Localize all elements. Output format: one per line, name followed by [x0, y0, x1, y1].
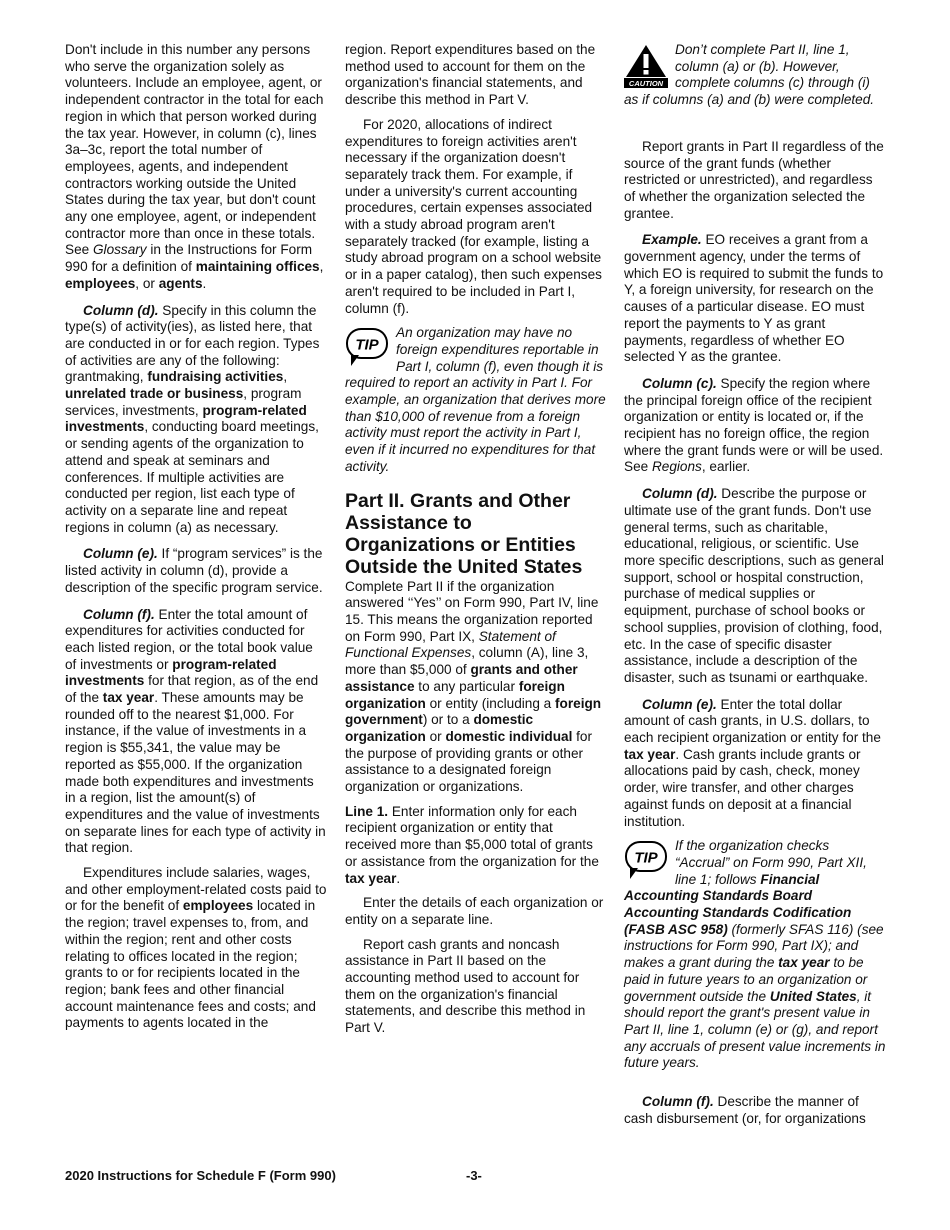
svg-text:CAUTION: CAUTION [628, 79, 664, 88]
svg-text:TIP: TIP [355, 336, 379, 354]
paragraph-cash-grants: Report cash grants and noncash assistance in Part II based on the accounting method used to account for them on the organization's financial statements, and describe this method in Part V. [345, 936, 586, 1036]
paragraph-column-f-grants: Column (f). Describe the manner of cash disbursement (or, for organizations [624, 1094, 866, 1126]
column-3 [624, 42, 886, 1135]
paragraph-region-report: region. Report expenditures based on the method used to account for them on the organization's financial statements, and describe this method in Part V. [345, 42, 596, 108]
caution-note: CAUTION Don’t complete Part II, line 1, column (a) or (b). However, complete columns (c) through (i) as if columns (a) and (b) were completed. [624, 42, 875, 108]
tip-icon [624, 840, 668, 880]
page-number: -3- [466, 1168, 482, 1183]
paragraph-details: Enter the details of each organization or entity on a separate line. [345, 895, 604, 927]
paragraph-example: Example. EO receives a grant from a government agency, under the terms of which EO is required to submit the funds to Y, a foreign university, for research on the causes of a particular disease. EO must report the payments to Y as grant payments, regardless of whether EO selected Y as the grantee. [624, 232, 884, 365]
section-heading-part-ii: Part II. Grants and Other Assistance to Organizations or Entities Outside the United States [345, 489, 583, 578]
caution-icon [624, 44, 668, 88]
paragraph-expenditures: Expenditures include salaries, wages, and other employment-related costs paid to or for the benefit of employees located in the region; travel expenses to, from, and within the region; rent and other costs relating to offices located in the region; grants to or for recipients located in the region; bank fees and other financial account maintenance fees and costs; and payments to agents located in the [65, 865, 327, 1031]
svg-text:TIP: TIP [634, 849, 658, 867]
paragraph-column-c: Column (c). Specify the region where the principal foreign office of the recipient organization or entity is located or, if the recipient has no foreign office, the region where the grant funds were or will be used. See Regions, earlier. [624, 375, 884, 475]
paragraph-column-e-grants: Column (e). Enter the total dollar amount of cash grants, in U.S. dollars, to each recipient organization or entity for the tax year. Cash grants include grants or allocations paid by cash, check, money order, wire transfer, and other charges against funds on deposit at a financial institution. [624, 696, 881, 829]
paragraph-indirect-expenditures: For 2020, allocations of indirect expenditures to foreign activities aren't necessary if the organization doesn't separately track them. For example, if under a university's current accounting procedures, certain expenses associated with a study abroad program aren't separately tracked (for example, listing a study abroad program on a school website or in a paper catalog), then such expenses aren't required to be included in Part I, column (f). [345, 116, 602, 316]
paragraph-column-d: Column (d). Specify in this column the type(s) of activity(ies), as listed here, that are conducted in or for each region. Types of activities are any of the following: grantmaking, fundraising activities, unrelated trade or business, program services, investments, program-related investments, conducting board meetings, or sending agents of the organization to attend and speak at seminars and conferences. If multiple activities are conducted per region, list each type of activity on a separate line and repeat regions in column (a) as necessary. [65, 302, 320, 535]
paragraph-line-1: Line 1. Enter information only for each recipient organization or entity that received more than $5,000 total of grants or assistance from the organization for the tax year. [345, 803, 599, 886]
tip-note-part-i: TIP An organization may have no foreign expenditures reportable in Part I, column (f), even though it is required to report an activity in Part I. For example, an organization that derives more than $10,000 of revenue from a foreign activity must report the activity in Part I, even if it incurred no expenditures for that activity. [345, 325, 606, 474]
paragraph-report-grants: Report grants in Part II regardless of the source of the grant funds (whether restricted or unrestricted), and regardless of whether the organization selected the grantee. [624, 138, 884, 221]
paragraph-complete-part-ii: Complete Part II if the organization answered ‘‘Yes’’ on Form 990, Part IV, line 15. This means the organization reported on Form 990, Part IX, Statement of Functional Expenses, column (A), line 3, more than $5,000 of grants and other assistance to any particular foreign organization or entity (including a foreign government) or to a domestic organization or domestic individual for the purpose of providing grants or other assistance to a designated foreign organization or organizations. [345, 578, 602, 795]
column-2 [345, 42, 607, 1045]
paragraph-volunteers: Don't include in this number any persons who serve the organization solely as volunteers. Include an employee, agent, or independent contractor in the total for each region in which that person worked during the tax year. However, in column (c), lines 3a–3c, report the total number of employees, agents, and independent contractors working outside the United States during the tax year, but don't count any one employee, agent, or independent contractor more than once in these totals. See Glossary in the Instructions for Form 990 for a definition of maintaining offices, employees, or agents. [65, 42, 324, 291]
tip-icon [345, 327, 389, 367]
tip-note-accrual: TIP If the organization checks “Accrual” on Form 990, Part XII, line 1; follows Financial Accounting Standards Board Accounting Standards Codification (FASB ASC 958) (formerly SFAS 116) (see instructions for Form 990, Part IX); and makes a grant during the tax year to be paid in future years to an organization or government outside the United States, it should report the grant's present value in Part II, line 1, column (e) or (g), and report any accruals of present value increments in future years. [624, 838, 886, 1071]
column-1 [65, 42, 327, 1040]
paragraph-column-f: Column (f). Enter the total amount of expenditures for activities conducted for each listed region, or the total book value of investments or program-related investments for that region, as of the end of the tax year. These amounts may be rounded off to the nearest $1,000. For instance, if the value of investments in a region is $55,341, the value may be reported as $55,000. If the organization made both expenditures and investments in a region, list the amount(s) of expenditures and the value of investments on separate lines for each type of activity in that region. [65, 606, 326, 856]
paragraph-column-e: Column (e). If “program services” is the listed activity in column (d), provide a description of the specific program service. [65, 546, 323, 595]
footer-title: 2020 Instructions for Schedule F (Form 990) [65, 1168, 336, 1183]
paragraph-column-d-grants: Column (d). Describe the purpose or ultimate use of the grant funds. Don't use general terms, such as charitable, educational, religious, or scientific. Use more specific descriptions, such as general support, school or hospital construction, purchase of medical supplies or equipment, purchase of school books or school supplies, provision of clothing, food, etc. In the case of specific disaster assistance, include a description of the disaster, such as tsunami or earthquake. [624, 486, 884, 685]
